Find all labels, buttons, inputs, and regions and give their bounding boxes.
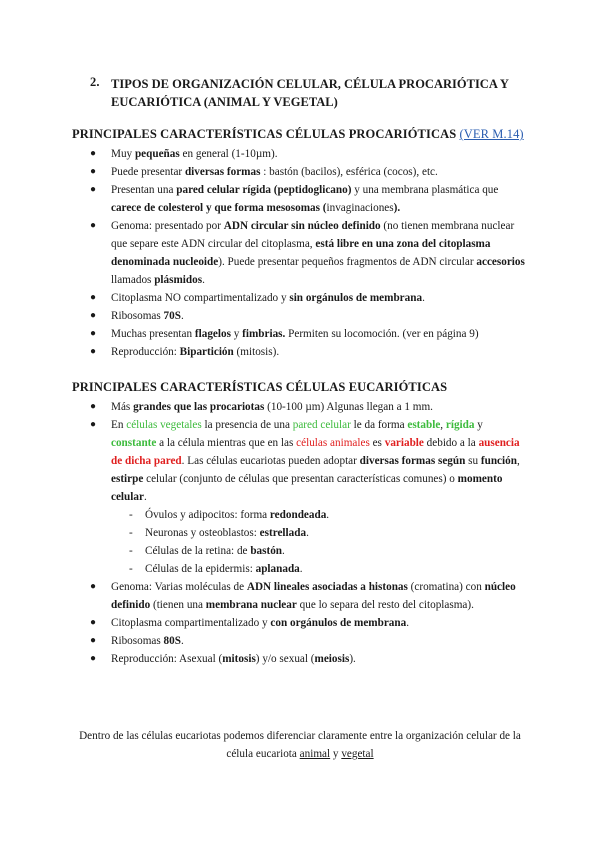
sub-list [111, 506, 531, 578]
prokaryotic-list-item [0, 325, 531, 343]
bullet-icon: ● [90, 184, 97, 195]
text-run: . [326, 509, 330, 521]
bullet-icon: ● [90, 310, 97, 321]
text-run: Ribosomas [111, 635, 164, 647]
text-run: 80S [163, 635, 181, 647]
text-run: y [230, 328, 243, 340]
text-run: constante [111, 437, 157, 449]
text-run: Reproducción: Asexual ( [111, 653, 223, 665]
bullet-icon: ● [90, 292, 97, 303]
text-run: pequeñas [134, 148, 180, 160]
text-run: células vegetales [126, 419, 202, 431]
prokaryotic-list-item [0, 181, 531, 217]
text-run: bastón [250, 545, 283, 557]
bullet-icon: ● [90, 220, 97, 231]
text-run: ) y/o sexual ( [255, 653, 315, 665]
text-run: Neuronas y osteoblastos: [145, 527, 260, 539]
text-run: plásmidos [154, 274, 203, 286]
text-run: Genoma: presentado por [111, 220, 224, 232]
eukaryotic-list-item [0, 398, 531, 416]
text-run: variable [384, 437, 424, 449]
text-run: pared celular rígida (peptidoglicano) [176, 184, 352, 196]
text-run: Muy [111, 148, 135, 160]
bullet-icon: ● [90, 328, 97, 339]
text-run: rígida [445, 419, 475, 431]
text-run: Permiten su locomoción. (ver en página 9) [285, 328, 479, 340]
text-run: la presencia de una [201, 419, 293, 431]
text-run: núcleo definido [111, 581, 516, 611]
eukaryotic-list-item [0, 416, 531, 578]
text-run: diversas formas [184, 166, 261, 178]
eukaryotic-section-title: PRINCIPALES CARACTERÍSTICAS CÉLULAS EUCARIÓTICAS [72, 380, 448, 394]
eukaryotic-list [0, 398, 600, 668]
text-run: a la célula mientras que en las [156, 437, 297, 449]
text-run: redondeada [269, 509, 327, 521]
text-run: ). Puede presentar pequeños fragmentos de ADN circular [218, 256, 477, 268]
bullet-icon: ● [90, 419, 97, 430]
prokaryotic-title-text: PRINCIPALES CARACTERÍSTICAS CÉLULAS PROCARIÓTICAS [72, 127, 457, 141]
bullet-icon: ● [90, 635, 97, 646]
vegetal-link[interactable]: vegetal [341, 748, 374, 760]
text-run: , [440, 419, 446, 431]
animal-link[interactable]: animal [299, 748, 331, 760]
text-run: función [480, 455, 517, 467]
text-run: . [143, 491, 147, 503]
heading-number: 2. [90, 75, 100, 89]
text-run: estirpe [111, 473, 144, 485]
text-run: llamados [111, 274, 155, 286]
prokaryotic-list [0, 145, 600, 361]
text-run: : bastón (bacilos), esférica (cocos), etc. [260, 166, 438, 178]
sub-list-item [111, 506, 531, 524]
text-run: le da forma [350, 419, 408, 431]
bullet-icon: ● [90, 653, 97, 664]
text-run: invaginaciones [326, 202, 394, 214]
prokaryotic-section-title [72, 127, 524, 142]
eukaryotic-list-item [0, 614, 531, 632]
text-run: momento celular [111, 473, 503, 503]
eukaryotic-list-item [0, 578, 531, 614]
text-run: ). [349, 653, 356, 665]
bullet-icon: ● [90, 166, 97, 177]
text-run: fimbrias. [242, 328, 286, 340]
footer-text: Dentro de las células eucariotas podemos diferenciar claramente entre la organización celular de la célula eucariota [79, 730, 521, 760]
text-run: . [406, 617, 409, 629]
bullet-icon: ● [90, 401, 97, 412]
text-run: sin orgánulos de membrana [289, 292, 423, 304]
text-run: con orgánulos de membrana [270, 617, 407, 629]
sub-list-item [111, 560, 531, 578]
ver-m14-link[interactable]: (VER M.14) [459, 127, 524, 141]
text-run: (10-100 µm) Algunas llegan a 1 mm. [264, 401, 433, 413]
text-run: (mitosis). [233, 346, 280, 358]
text-run: En [111, 419, 127, 431]
prokaryotic-list-item [0, 307, 531, 325]
text-run: Bipartición [179, 346, 234, 358]
heading-title: TIPOS DE ORGANIZACIÓN CELULAR, CÉLULA PROCARIÓTICA Y EUCARIÓTICA (ANIMAL Y VEGETAL) [111, 77, 509, 109]
text-run: Citoplasma compartimentalizado y [111, 617, 271, 629]
prokaryotic-list-item [0, 163, 531, 181]
text-run: (cromatina) con [407, 581, 485, 593]
text-run: ). [393, 202, 401, 214]
text-run: Óvulos y adipocitos: forma [145, 509, 270, 521]
bullet-icon: ● [90, 581, 97, 592]
text-run: pared celular [292, 419, 351, 431]
text-run: ADN lineales asociadas a histonas [246, 581, 408, 593]
text-run: Ribosomas [111, 310, 164, 322]
text-run: Puede presentar [111, 166, 185, 178]
prokaryotic-list-item [0, 145, 531, 163]
prokaryotic-list-item [0, 289, 531, 307]
text-run: Genoma: Varias moléculas de [111, 581, 247, 593]
text-run: diversas formas según [359, 455, 466, 467]
text-run: . [299, 563, 303, 575]
text-run: meiosis [314, 653, 350, 665]
text-run: mitosis [222, 653, 256, 665]
sub-list-item [111, 524, 531, 542]
text-run: Presentan una [111, 184, 177, 196]
text-run: , [516, 455, 520, 467]
text-run: . Las células eucariotas pueden adoptar [181, 455, 360, 467]
text-run: y una membrana plasmática que [351, 184, 499, 196]
text-run: flagelos [194, 328, 231, 340]
text-run: que lo separa del resto del citoplasma). [296, 599, 474, 611]
text-run: Más [111, 401, 134, 413]
text-run: Reproducción: [111, 346, 180, 358]
text-run: grandes que las procariotas [133, 401, 265, 413]
text-run: Muchas presentan [111, 328, 195, 340]
dash-icon: - [129, 545, 133, 557]
text-run: . [282, 545, 285, 557]
eukaryotic-list-item [0, 650, 531, 668]
text-run: estrellada [259, 527, 307, 539]
text-run: accesorios [476, 256, 525, 268]
text-run: debido a la [423, 437, 479, 449]
text-run: membrana nuclear [205, 599, 297, 611]
text-run: Células de la retina: de [145, 545, 251, 557]
eukaryotic-list-item [0, 632, 531, 650]
text-run: carece de colesterol y que forma mesosomas ( [111, 202, 327, 214]
text-run: ADN circular sin núcleo definido [223, 220, 381, 232]
text-run: estable [407, 419, 441, 431]
text-run: 70S [163, 310, 181, 322]
text-run: ausencia de dicha pared [111, 437, 520, 467]
text-run: . [422, 292, 425, 304]
text-run: (no tienen membrana nuclear que separe este ADN circular del citoplasma, [111, 220, 515, 250]
text-run: aplanada [255, 563, 300, 575]
text-run: . [180, 635, 184, 647]
sub-list-item [111, 542, 531, 560]
text-run: celular (conjunto de células que presentan características comunes) o [143, 473, 458, 485]
text-run: Citoplasma NO compartimentalizado y [111, 292, 290, 304]
bullet-icon: ● [90, 148, 97, 159]
footer-separator: y [330, 748, 342, 760]
text-run: Células de la epidermis: [145, 563, 256, 575]
prokaryotic-list-item [0, 343, 531, 361]
dash-icon: - [129, 509, 133, 521]
bullet-icon: ● [90, 617, 97, 628]
dash-icon: - [129, 527, 133, 539]
text-run: está libre en una zona del citoplasma denominada nucleoide [111, 238, 491, 268]
text-run: . [202, 274, 205, 286]
text-run: células animales [296, 437, 370, 449]
text-run: (tienen una [150, 599, 206, 611]
text-run: su [465, 455, 481, 467]
bullet-icon: ● [90, 346, 97, 357]
dash-icon: - [129, 563, 133, 575]
text-run: . [180, 310, 184, 322]
prokaryotic-list-item [0, 217, 531, 289]
text-run: . [306, 527, 309, 539]
footer-paragraph [70, 727, 530, 763]
text-run: en general (1-10µm). [179, 148, 278, 160]
text-run: y [474, 419, 483, 431]
text-run: es [369, 437, 385, 449]
